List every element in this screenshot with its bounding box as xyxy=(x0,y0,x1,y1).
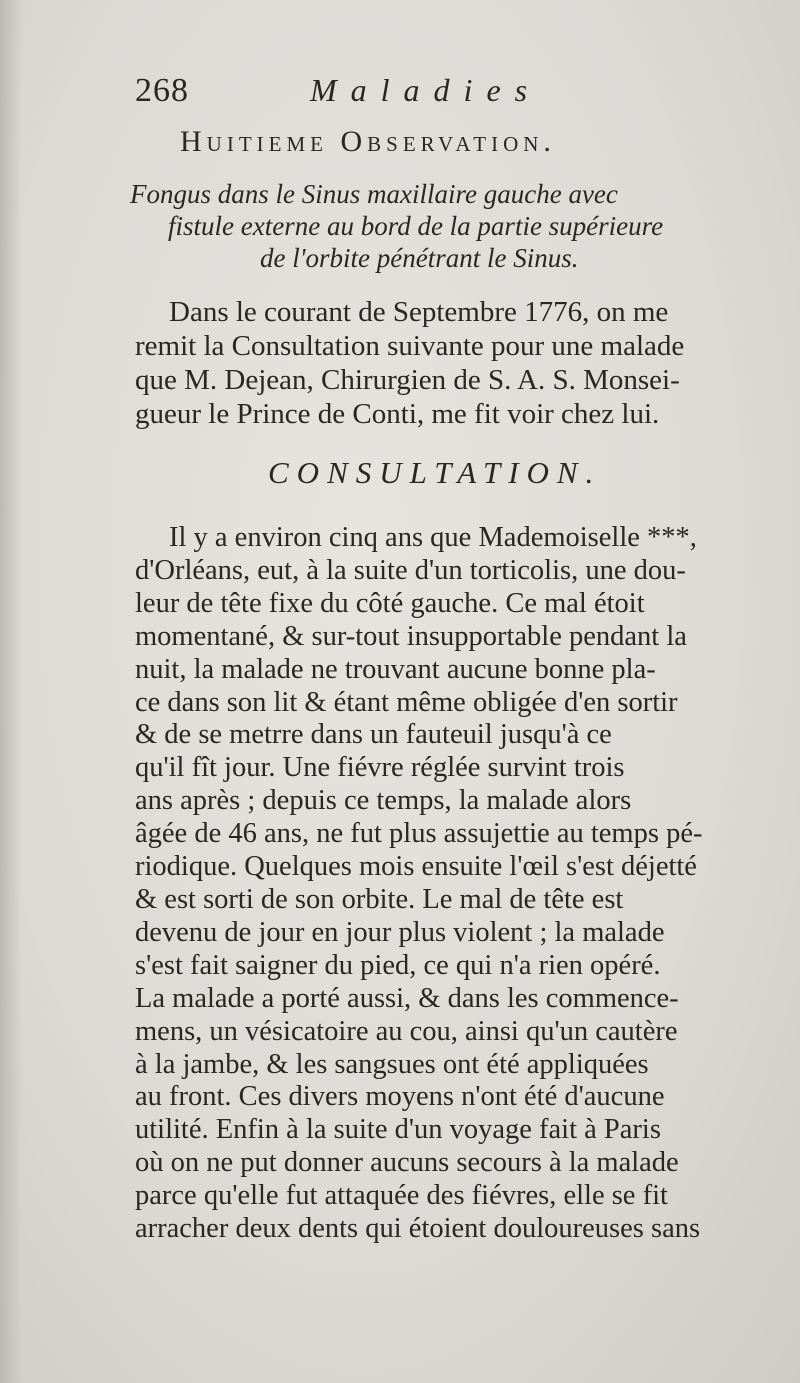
text-line: & de se metrre dans un fauteuil jusqu'à ce xyxy=(135,719,612,751)
consultation-heading: CONSULTATION. xyxy=(268,455,602,490)
observation-title: Huitieme Observation. xyxy=(180,125,556,158)
text-line: leur de tête fixe du côté gauche. Ce mal étoit xyxy=(135,587,645,619)
page-header xyxy=(135,72,775,122)
observation-subtitle xyxy=(130,178,770,274)
text-line: s'est fait saigner du pied, ce qui n'a rien opéré. xyxy=(135,949,661,981)
text-line: arracher deux dents qui étoient douloureuses sans xyxy=(135,1213,701,1245)
text-line: d'Orléans, eut, à la suite d'un torticolis, une dou- xyxy=(135,554,686,586)
subtitle-line: fistule externe au bord de la partie supérieure xyxy=(168,211,664,241)
text-line: nuit, la malade ne trouvant aucune bonne pla- xyxy=(135,653,656,685)
subtitle-line: de l'orbite pénétrant le Sinus. xyxy=(260,243,579,273)
text-line: âgée de 46 ans, ne fut plus assujettie au temps pé- xyxy=(135,818,703,850)
text-line: utilité. Enfin à la suite d'un voyage fait à Paris xyxy=(135,1114,661,1146)
subtitle-line: Fongus dans le Sinus maxillaire gauche avec xyxy=(130,179,618,209)
text-line: riodique. Quelques mois ensuite l'œil s'est déjetté xyxy=(135,851,697,883)
text-line: La malade a porté aussi, & dans les commence- xyxy=(135,982,679,1014)
text-line: & est sorti de son orbite. Le mal de tête est xyxy=(135,883,624,915)
text-line: où on ne put donner aucuns secours à la malade xyxy=(135,1147,679,1179)
text-line: mens, un vésicatoire au cou, ainsi qu'un cautère xyxy=(135,1015,678,1047)
intro-paragraph xyxy=(135,295,765,431)
page-number: 268 xyxy=(135,72,189,109)
text-line: momentané, & sur-tout insupportable pendant la xyxy=(135,620,687,652)
text-line: devenu de jour en jour plus violent ; la malade xyxy=(135,916,665,948)
text-line: gueur le Prince de Conti, me fit voir chez lui. xyxy=(135,398,660,430)
text-line: parce qu'elle fut attaquée des fiévres, elle se fit xyxy=(135,1180,668,1212)
running-head: Maladies xyxy=(310,72,542,108)
text-line: à la jambe, & les sangsues ont été appliquées xyxy=(135,1048,649,1080)
text-line: remit la Consultation suivante pour une malade xyxy=(135,330,685,362)
text-line: que M. Dejean, Chirurgien de S. A. S. Monsei- xyxy=(135,364,680,396)
text-line: qu'il fît jour. Une fiévre réglée survint trois xyxy=(135,752,625,784)
text-line: ce dans son lit & étant même obligée d'en sortir xyxy=(135,686,678,718)
text-line: au front. Ces divers moyens n'ont été d'aucune xyxy=(135,1081,665,1113)
text-line: Il y a environ cinq ans que Mademoiselle ***, xyxy=(169,522,697,553)
consultation-body xyxy=(135,522,775,1246)
page-edge-shadow xyxy=(0,0,22,1383)
text-line: Dans le courant de Septembre 1776, on me xyxy=(169,296,669,328)
text-line: ans après ; depuis ce temps, la malade alors xyxy=(135,785,632,817)
